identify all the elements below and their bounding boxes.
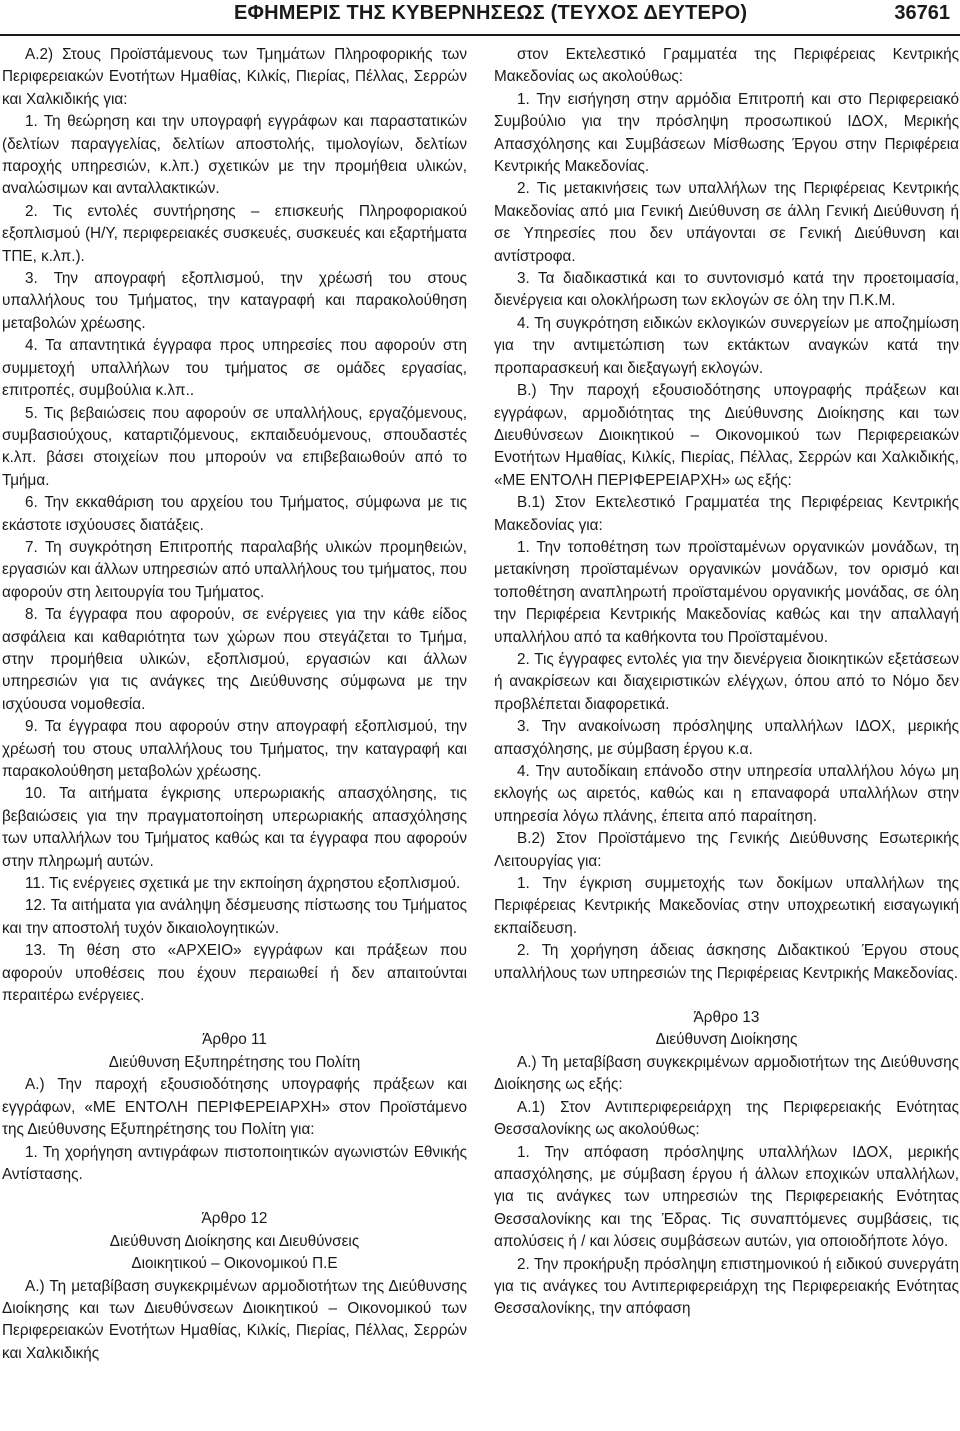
paragraph: 4. Τα απαντητικά έγγραφα προς υπηρεσίες που αφορούν στη συμμετοχή υπαλλήλων του τμήματος σε ομάδες εργασίας, επιτροπές, συμβούλια κ.λπ.. <box>2 337 467 400</box>
paragraph: Α.1) Στον Αντιπεριφερειάρχη της Περιφερειακής Ενότητας Θεσσαλονίκης ως ακολούθως: <box>494 1098 959 1139</box>
article-11-subtitle: Διεύθυνση Εξυπηρέτησης του Πολίτη <box>108 1053 361 1071</box>
paragraph: 2. Την προκήρυξη πρόσληψη επιστημονικού ή ειδικού συνεργάτη για τις ανάγκες του Αντιπεριφερειάρχη της Περιφερειακής Ενότητας Θεσσαλονίκης, την απόφαση <box>494 1255 959 1318</box>
paragraph: 2. Τις εντολές συντήρησης – επισκευής Πληροφοριακού εξοπλισμού (Η/Υ, περιφερειακές συσκευές, συσκευές και εξαρτήματα ΤΠΕ, κ.λπ.). <box>2 202 467 265</box>
paragraph: 2. Τις έγγραφες εντολές για την διενέργεια διοικητικών εξετάσεων ή ανακρίσεων και διαχειριστικών ελέγχων, όπου από το Νόμο δεν προβλέπεται διαφορετικά. <box>494 650 959 713</box>
paragraph: 1. Την έγκριση συμμετοχής των δοκίμων υπαλλήλων της Περιφέρειας Κεντρικής Μακεδονίας στην υποχρεωτική εισαγωγική εκπαίδευση. <box>494 875 959 937</box>
paragraph: Β.1) Στον Εκτελεστικό Γραμματέα της Περιφέρειας Κεντρικής Μακεδονίας για: <box>494 494 959 534</box>
article-11-title: Άρθρο 11 <box>202 1031 267 1049</box>
article-13-title: Άρθρο 13 <box>693 1009 760 1027</box>
paragraph: 1. Τη χορήγηση αντιγράφων πιστοποιητικών αγωνιστών Εθνικής Αντίστασης. <box>2 1143 467 1183</box>
gazette-title: ΕΦΗΜΕΡΙΣ ΤΗΣ ΚΥΒΕΡΝΗΣΕΩΣ (ΤΕΥΧΟΣ ΔΕΥΤΕΡΟ) <box>234 2 748 24</box>
paragraph: Α.) Τη μεταβίβαση συγκεκριμένων αρμοδιοτήτων της Διεύθυνσης Διοίκησης και των Διευθύνσεων Διοικητικού – Οικονομικού των Περιφερειακών Ενοτήτων Ημαθίας, Κιλκίς, Πιερίας, Πέλλας, Σερρών και Χαλκιδικής <box>2 1277 467 1362</box>
page-number: 36761 <box>894 2 950 24</box>
paragraph: 11. Τις ενέργειες σχετικά με την εκποίηση άχρηστου εξοπλισμού. <box>25 875 461 893</box>
paragraph: 4. Την αυτοδίκαιη επάνοδο στην υπηρεσία υπαλλήλου λόγω μη εκλογής ως αιρετός, καθώς και η επαναφορά υπαλλήλων στην υπηρεσία λόγω πλάνης, έπειτα από παραίτηση. <box>494 763 959 825</box>
paragraph: 7. Τη συγκρότηση Επιτροπής παραλαβής υλικών προμηθειών, εργασιών και άλλων υπηρεσιών από υπαλλήλους του τμήματος, που αφορούν στη λειτουργία του Τμήματος. <box>2 538 467 601</box>
article-12-subtitle-line-1: Διεύθυνση Διοίκησης και Διευθύνσεις <box>109 1232 360 1250</box>
paragraph: 12. Τα αιτήματα για ανάληψη δέσμευσης πίστωσης του Τμήματος και την αποστολή τυχόν δικαιολογητικών. <box>2 897 467 937</box>
paragraph: 1. Τη θεώρηση και την υπογραφή εγγράφων και παραστατικών (δελτίων παραγγελίας, δελτίων αποστολής, τιμολογίων, δελτίων παροχής υπηρεσιών, κ.λπ.) σχετικών με την προμήθεια υλικών, αναλώσιμων και ανταλλακτικών. <box>2 113 467 198</box>
paragraph: 9. Τα έγγραφα που αφορούν στην απογραφή εξοπλισμού, την χρέωσή του στους υπαλλήλους του Τμήματος, την καταγραφή και παρακολούθηση μεταβολών χρέωσης. <box>2 718 467 780</box>
paragraph: 1. Την τοποθέτηση των προϊσταμένων οργανικών μονάδων, τη μετακίνηση προϊσταμένων οργανικών μονάδων, τον ορισμό και τοποθέτηση αναπληρωτή προϊσταμένου οργανικής μονάδας, σε όλη την Περιφέρεια Κεντρικής Μακεδονίας καθώς και την απαλλαγή υπαλλήλου από τα καθήκοντα του Προϊσταμένου. <box>494 538 959 646</box>
paragraph: 5. Τις βεβαιώσεις που αφορούν σε υπαλλήλους, εργαζόμενους, συμβασιούχους, καταρτιζόμενους, εκπαιδευόμενους, σπουδαστές κ.λπ. βάσει στοιχείων που μπορούν να επιβεβαιωθούν από το Τμήμα. <box>2 404 467 489</box>
paragraph: 13. Τη θέση στο «ΑΡΧΕΙΟ» εγγράφων και πράξεων που αφορούν υποθέσεις που έχουν περαιωθεί ή δεν απαιτούνται περαιτέρω ενέργειες. <box>2 942 467 1005</box>
paragraph: 10. Τα αιτήματα έγκρισης υπερωριακής απασχόλησης, τις βεβαιώσεις για την πραγματοποίηση υπερωριακής απασχόλησης των υπαλλήλων του Τμήματος καθώς και τα έγγραφα που αφορούν στην πληρωμή αυτών. <box>2 785 467 870</box>
spacer <box>2 1007 467 1029</box>
page-header <box>0 0 960 36</box>
paragraph: 4. Τη συγκρότηση ειδικών εκλογικών συνεργείων με αποζημίωση για την αντιμετώπιση των εκτάκτων αναγκών κατά την προπαρασκευή και διεξαγωγή εκλογών. <box>494 314 959 377</box>
spacer <box>2 1186 467 1208</box>
paragraph: Α.) Τη μεταβίβαση συγκεκριμένων αρμοδιοτήτων της Διεύθυνσης Διοίκησης ως εξής: <box>494 1053 959 1094</box>
article-12-title: Άρθρο 12 <box>201 1210 268 1228</box>
paragraph: 1. Την εισήγηση στην αρμόδια Επιτροπή και στο Περιφερειακό Συμβούλιο για την πρόσληψη προσωπικού ΙΔΟΧ, Μερικής Απασχόλησης και Συμβάσεων Μίσθωσης Έργου στην Περιφέρεια Κεντρικής Μακεδονίας. <box>494 90 959 176</box>
paragraph: 6. Την εκκαθάριση του αρχείου του Τμήματος, σύμφωνα με τις εκάστοτε ισχύουσες διατάξεις. <box>2 494 467 534</box>
paragraph: 3. Την ανακοίνωση πρόσληψης υπαλλήλων ΙΔΟΧ, μερικής απασχόλησης, με σύμβαση έργου κ.α. <box>494 718 959 758</box>
paragraph: 2. Τις μετακινήσεις των υπαλλήλων της Περιφέρειας Κεντρικής Μακεδονίας από μια Γενική Διεύθυνση σε άλλη Γενική Διεύθυνση ή σε Υπηρεσίες που δεν υπάγονται σε Γενική Διεύθυνση και αντίστροφα. <box>494 180 959 265</box>
paragraph: Β.2) Στον Προϊστάμενο της Γενικής Διεύθυνσης Εσωτερικής Λειτουργίας για: <box>494 830 959 870</box>
paragraph: Α.) Την παροχή εξουσιοδότησης υπογραφής πράξεων και εγγράφων, «ΜΕ ΕΝΤΟΛΗ ΠΕΡΙΦΕΡΕΙΑΡΧΗ» στον Προϊστάμενο της Διεύθυνσης Εξυπηρέτησης του Πολίτη για: <box>2 1076 467 1139</box>
header-divider <box>0 34 960 36</box>
article-12-subtitle-line-2: Διοικητικού – Οικονομικού Π.Ε <box>131 1255 338 1273</box>
paragraph: Β.) Την παροχή εξουσιοδότησης υπογραφής πράξεων και εγγράφων, αρμοδιότητας της Διεύθυνσης Διοίκησης και των Διευθύνσεων Διοικητικού – Οικονομικού των Περιφερειακών Ενοτήτων Ημαθίας, Κιλκίς, Πιερίας, Πέλλας, Σερρών και Χαλκιδικής, «ΜΕ ΕΝΤΟΛΗ ΠΕΡΙΦΕΡΕΙΑΡΧΗ» ως εξής: <box>494 382 959 489</box>
paragraph: 3. Τα διαδικαστικά και το συντονισμό κατά την προετοιμασία, διενέργεια και ολοκλήρωση των εκλογών σε όλη την Π.Κ.Μ. <box>494 270 959 310</box>
right-column <box>494 44 959 1321</box>
paragraph: 1. Την απόφαση πρόσληψης υπαλλήλων ΙΔΟΧ, μερικής απασχόλησης, με σύμβαση έργου ή άλλων εποχικών υπαλλήλων, για τις ανάγκες των υπηρεσιών της Περιφερειακής Ενότητας Θεσσαλονίκης και της Έδρας. Τις συναπτόμενες συμβάσεις, τις απολύσεις ή / και λύσεις συμβάσεων αυτών, για οποιοδήποτε λόγο. <box>494 1143 959 1251</box>
paragraph: 8. Τα έγγραφα που αφορούν, σε ενέργειες για την κάθε είδος ασφάλεια και καθαριότητα των χώρων που στεγάζεται το Τμήμα, στην προμήθεια υλικών, εξοπλισμού, εργασιών και άλλων υπηρεσιών για τις ανάγκες της Διεύθυνσης σύμφωνα με την ισχύουσα νομοθεσία. <box>2 606 467 713</box>
paragraph: στον Εκτελεστικό Γραμματέα της Περιφέρειας Κεντρικής Μακεδονίας ως ακολούθως: <box>494 46 959 86</box>
article-13-subtitle: Διεύθυνση Διοίκησης <box>655 1031 798 1049</box>
spacer <box>494 985 959 1007</box>
paragraph: 2. Τη χορήγηση άδειας άσκησης Διδακτικού Έργου στους υπαλλήλους των υπηρεσιών της Περιφέρειας Κεντρικής Μακεδονίας. <box>494 942 959 982</box>
paragraph: 3. Την απογραφή εξοπλισμού, την χρέωσή του στους υπαλλήλους του Τμήματος, την καταγραφή και παρακολούθηση μεταβολών χρέωσης. <box>2 270 467 332</box>
left-column <box>2 44 467 1365</box>
paragraph: Α.2) Στους Προϊστάμενους των Τμημάτων Πληροφορικής των Περιφερειακών Ενοτήτων Ημαθίας, Κιλκίς, Πιερίας, Πέλλας, Σερρών και Χαλκιδικής για: <box>2 46 467 108</box>
